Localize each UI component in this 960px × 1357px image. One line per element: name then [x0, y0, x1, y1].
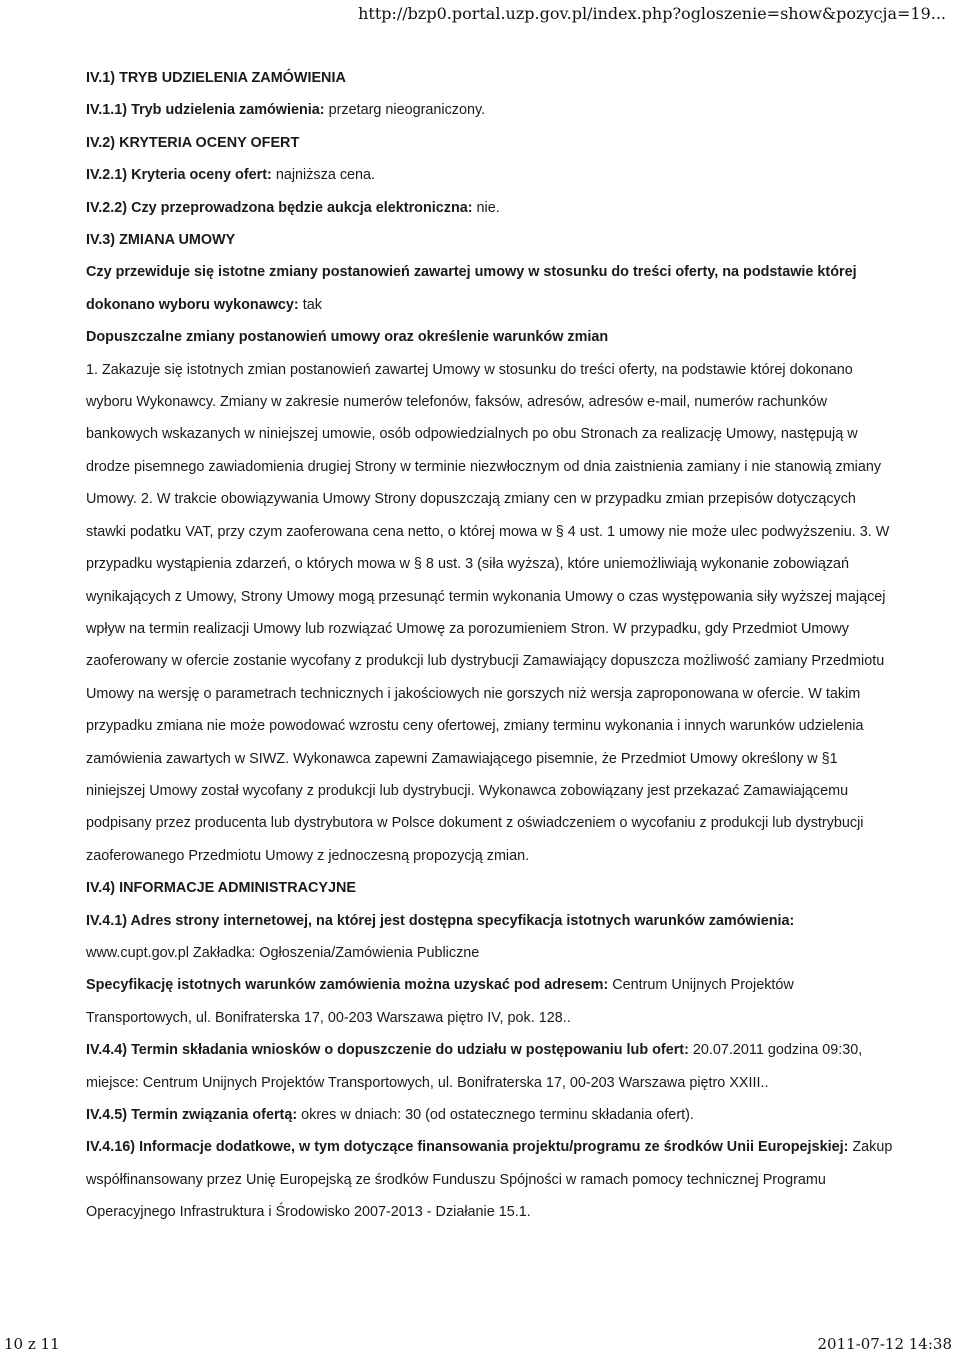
field-value: 20.07.2011 godzina 09:30, miejsce: Centrum Unijnych Projektów Transportowych, ul. Bonifraterska 17, 00-203 Warszawa piętro XXIII..	[86, 1042, 863, 1091]
section-heading	[86, 62, 894, 94]
field-termin-skladania	[86, 1034, 894, 1099]
field-zmiany-text: 1. Zakazuje się istotnych zmian postanowień zawartej Umowy w stosunku do treści oferty, na podstawie której dokonano wyboru Wykonawcy. Zmiany w zakresie numerów telefonów, faksów, adresów, adresów e-mail, numerów rachunków bankowych wskazanych w niniejszej umowie, osób odpowiedzialnych po obu Stronach za realizację Umowy, następują w drodze pisemnego zawiadomienia drugiej Strony w terminie niezwłocznym od dnia zaistnienia zamiany i nie stanowią zmiany Umowy. 2. W trakcie obowiązywania Umowy Strony dopuszczają zmiany cen w przypadku zmian przepisów dotyczących stawki podatku VAT, przy czym zaoferowana cena netto, o której mowa w § 4 ust. 1 umowy nie może ulec podwyższeniu. 3. W przypadku wystąpienia zdarzeń, o których mowa w § 8 ust. 3 (siła wyższa), które uniemożliwiają wykonanie zobowiązań wynikających z Umowy, Strony Umowy mogą przesunąć termin wykonania Umowy o czas występowania siły wyższej mającej wpływ na termin realizacji Umowy lub rozwiązać Umowę za porozumieniem Stron. W przypadku, gdy Przedmiot Umowy zaoferowany w ofercie zostanie wycofany z produkcji lub dystrybucji Zamawiający dopuszcza możliwość zamiany Przedmiotu Umowy na wersję o parametrach technicznych i jakościowych nie gorszych niż wersja zaproponowana w ofercie. W takim przypadku zmiana nie może powodować wzrostu ceny ofertowej, zmiany terminu wykonania i innych warunków udzielenia zamówienia zawartych w SIWZ. Wykonawca zapewni Zamawiającego pisemnie, że Przedmiot Umowy określony w §1 niniejszej Umowy został wycofany z produkcji lub dystrybucji. Wykonawca zobowiązany jest przekazać Zamawiającemu podpisany przez producenta lub dystrybutora w Polsce dokument z oświadczeniem o wycofaniu z produkcji lub dystrybucji zaoferowanego Przedmiotu Umowy z jednoczesną propozycją zmian.	[86, 361, 890, 864]
field-label: IV.4.4) Termin składania wniosków o dopuszczenie do udziału w postępowaniu lub ofert:	[86, 1042, 689, 1059]
field-value: nie.	[472, 199, 500, 216]
field-value: www.cupt.gov.pl Zakładka: Ogłoszenia/Zamówienia Publiczne	[86, 944, 480, 961]
field-value: przetarg nieograniczony.	[324, 102, 486, 119]
field-zmiany-question	[86, 256, 894, 321]
field-zmiany-label	[86, 321, 894, 353]
field-informacje-dodatkowe	[86, 1131, 894, 1228]
field-label: IV.4.16) Informacje dodatkowe, w tym dotyczące finansowania projektu/programu ze środków Unii Europejskiej:	[86, 1139, 849, 1156]
field-label: Dopuszczalne zmiany postanowień umowy oraz określenie warunków zmian	[86, 329, 609, 346]
print-datetime: 2011-07-12 14:38	[817, 1335, 952, 1353]
field-kryteria	[86, 159, 894, 191]
field-value: Zakup współfinansowany przez Unię Europejską ze środków Funduszu Spójności w ramach pomocy technicznej Programu Operacyjnego Infrastruktura i Środowisko 2007-2013 - Działanie 15.1.	[86, 1139, 893, 1221]
page-number: 10 z 11	[4, 1335, 60, 1353]
section-heading	[86, 872, 894, 904]
field-termin-zwiazania	[86, 1099, 894, 1131]
field-tryb	[86, 94, 894, 126]
field-value: najniższa cena.	[271, 167, 376, 184]
field-aukcja	[86, 192, 894, 224]
field-siwz-adres	[86, 969, 894, 1034]
field-label: Specyfikację istotnych warunków zamówienia można uzyskać pod adresem:	[86, 977, 609, 994]
section-title: IV.1) TRYB UDZIELENIA ZAMÓWIENIA	[86, 70, 346, 86]
section-heading	[86, 127, 894, 159]
field-label: IV.2.1) Kryteria oceny ofert:	[86, 167, 272, 184]
field-value: okres w dniach: 30 (od ostatecznego terminu składania ofert).	[297, 1107, 694, 1123]
notice-content	[86, 62, 894, 1229]
field-label: IV.2.2) Czy przeprowadzona będzie aukcja elektroniczna:	[86, 199, 473, 216]
field-adres-strony	[86, 905, 894, 970]
section-title: IV.4) INFORMACJE ADMINISTRACYJNE	[86, 880, 356, 897]
field-value: Centrum Unijnych Projektów Transportowych, ul. Bonifraterska 17, 00-203 Warszawa piętro IV, pok. 128..	[86, 977, 794, 1026]
section-heading	[86, 224, 894, 256]
page-url: http://bzp0.portal.uzp.gov.pl/index.php?ogloszenie=show&pozycja=19...	[358, 4, 946, 23]
field-label: IV.4.5) Termin związania ofertą:	[86, 1107, 298, 1123]
section-title: IV.3) ZMIANA UMOWY	[86, 232, 236, 249]
field-label: Czy przewiduje się istotne zmiany postanowień zawartej umowy w stosunku do treści oferty, na podstawie której dokonano wyboru wykonawcy:	[86, 264, 857, 313]
field-value: tak	[298, 296, 322, 313]
section-title: IV.2) KRYTERIA OCENY OFERT	[86, 134, 300, 151]
field-label: IV.1.1) Tryb udzielenia zamówienia:	[86, 102, 325, 119]
field-label: IV.4.1) Adres strony internetowej, na której jest dostępna specyfikacja istotnych warunków zamówienia:	[86, 912, 795, 929]
